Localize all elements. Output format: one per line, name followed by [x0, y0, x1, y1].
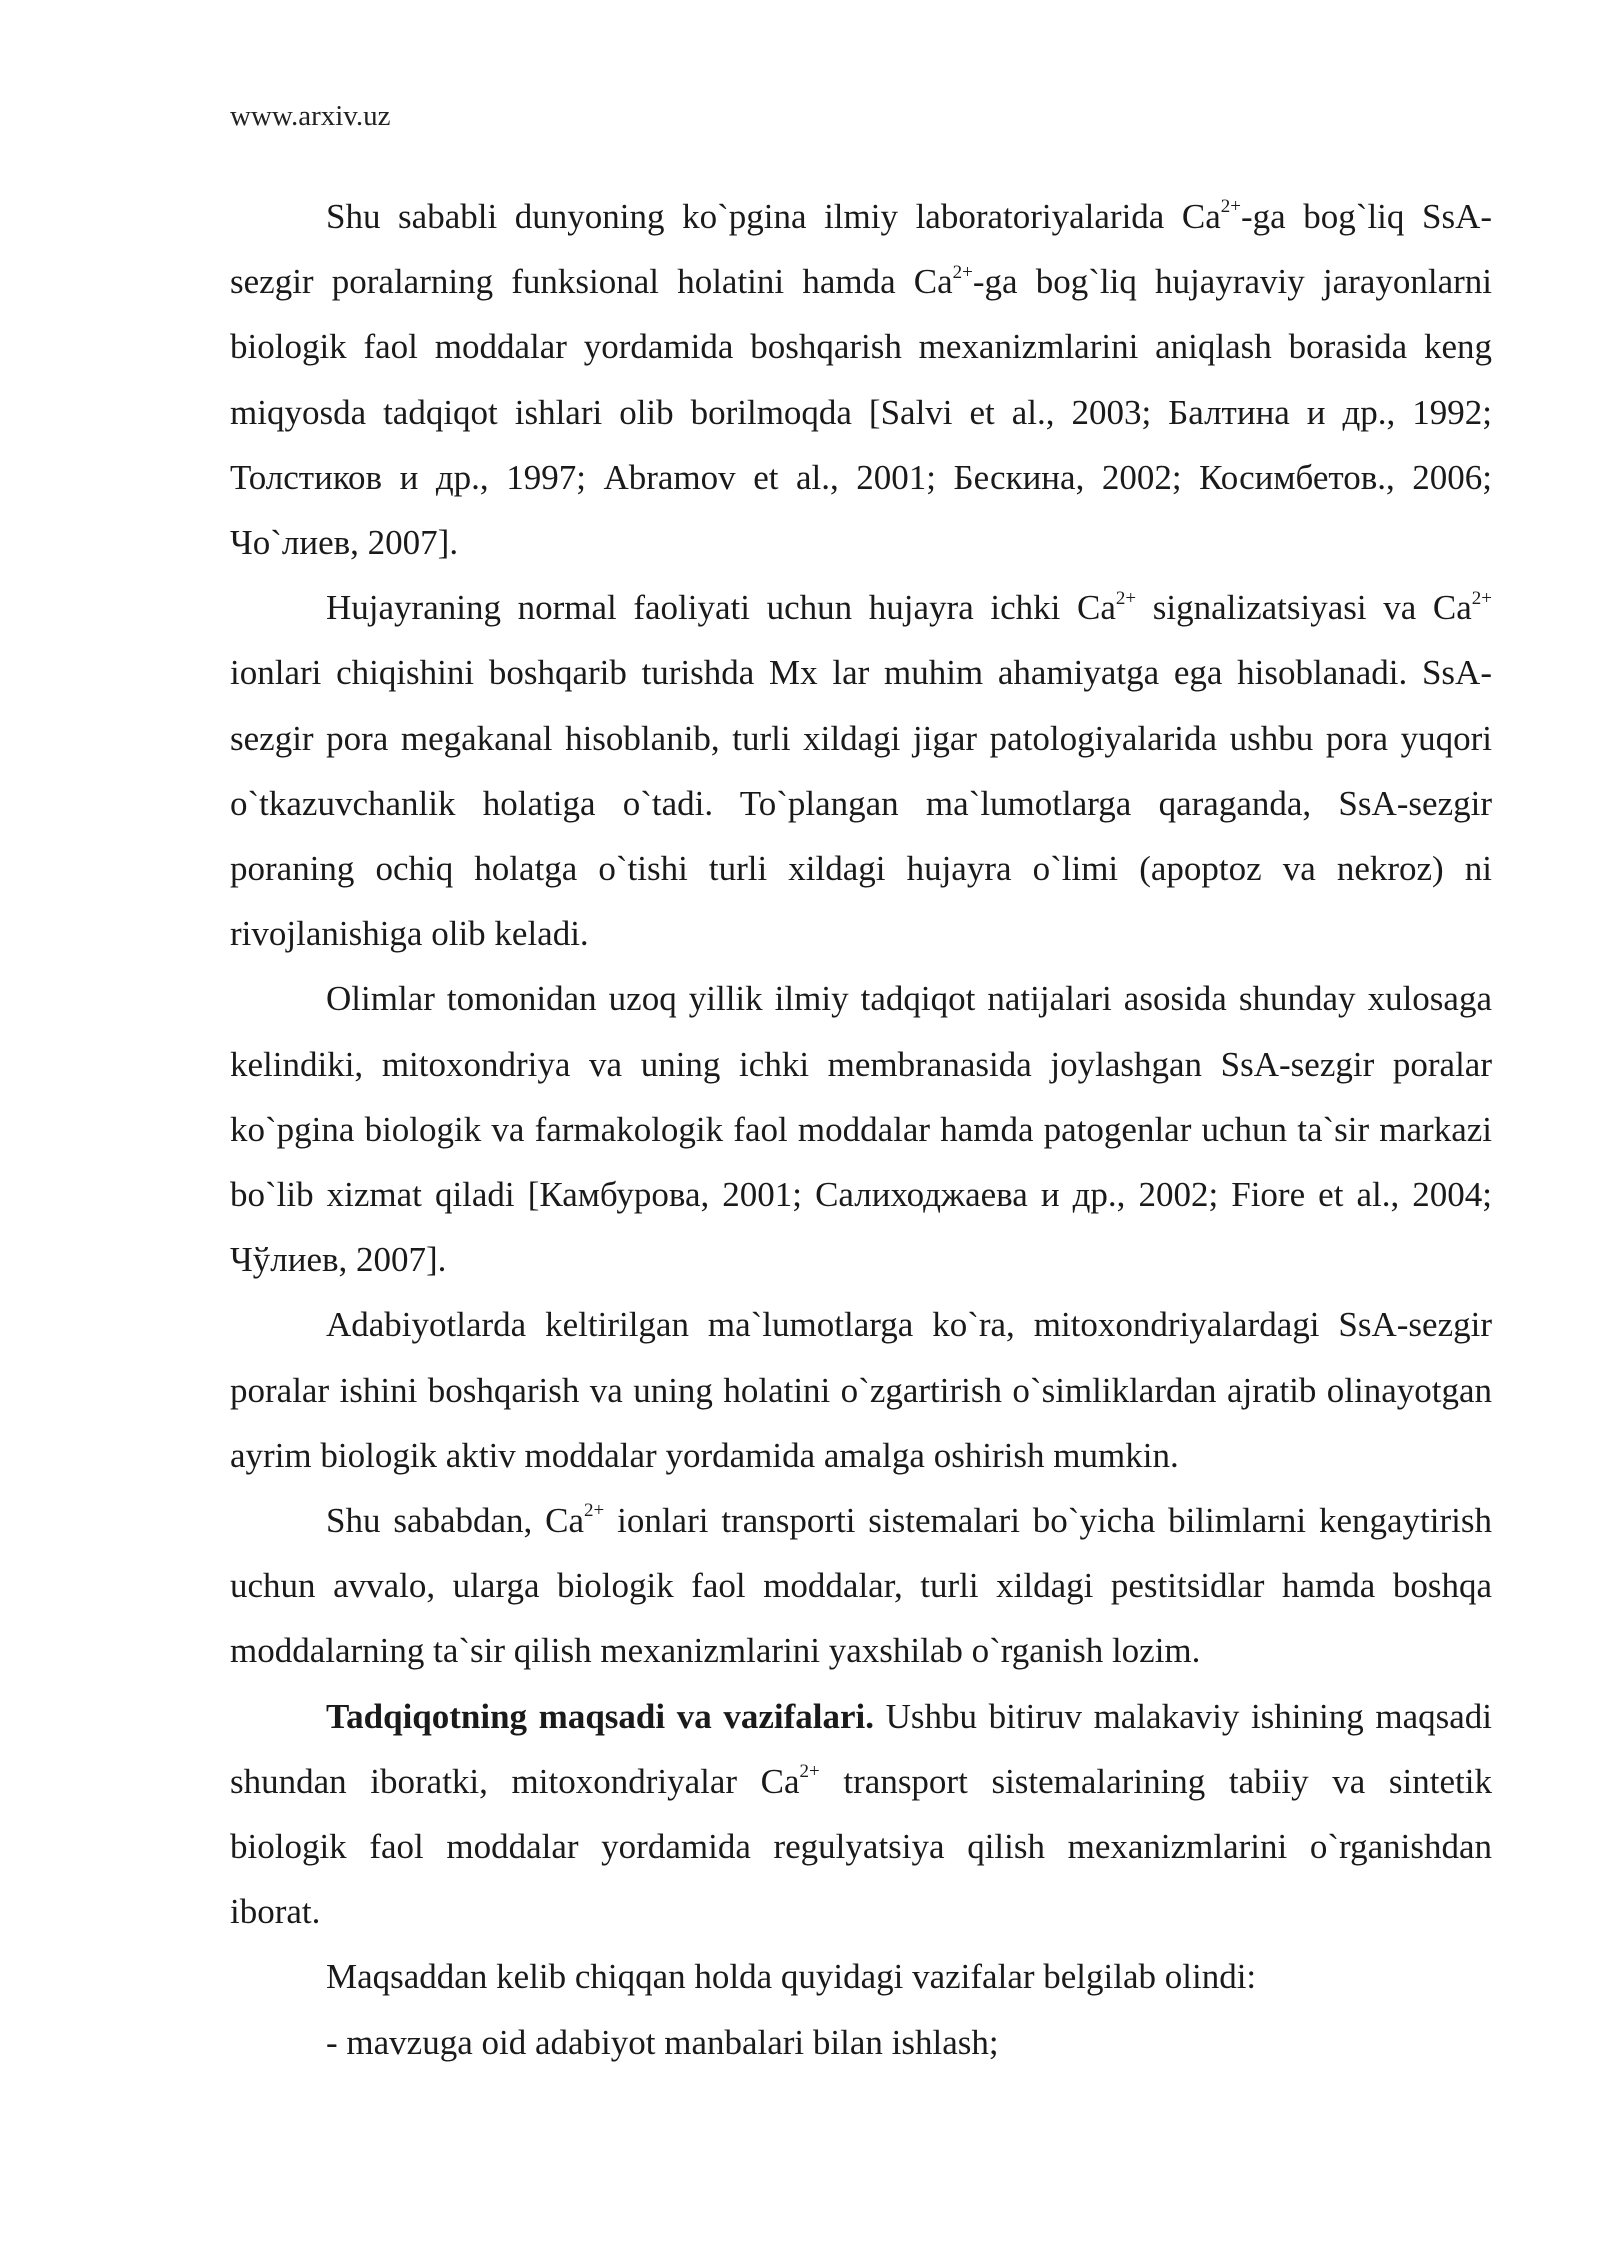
- superscript-ca-charge: 2+: [1220, 196, 1242, 218]
- paragraph-1: [230, 184, 1492, 575]
- list-item-1: - mavzuga oid adabiyot manbalari bilan ishlash;: [326, 2022, 999, 2062]
- superscript-ca-charge: 2+: [952, 261, 973, 283]
- superscript-ca-charge: 2+: [1115, 587, 1137, 609]
- paragraph-1-text-c: -ga bog`liq hujayraviy jarayonlarni biologik faol moddalar yordamida boshqarish mexanizmlarini aniqlash borasida keng miqyosda tadqiqot ishlari olib borilmoqda [Salvi et al., 2003; Балтина и др., 1992; Толстиков и др., 1997; Abramov et al., 2001; Бескина, 2002; Косимбетов., 2006; Чо`лиев, 2007].: [230, 262, 1492, 563]
- paragraph-2-text-c: ionlari chiqishini boshqarib turishda Mx lar muhim ahamiyatga ega hisoblanadi. SsA-sezgir pora megakanal hisoblanib, turli xildagi jigar patologiyalarida ushbu pora yuqori o`tkazuvchanlik holatiga o`tadi. To`plangan ma`lumotlarga qaraganda, SsA-sezgir poraning ochiq holatga o`tishi turli xildagi hujayra o`limi (apoptoz va nekroz) ni rivojlanishiga olib keladi.: [230, 653, 1492, 954]
- paragraph-1-text-a: Shu sababli dunyoning ko`pgina ilmiy laboratoriyalarida Ca: [326, 197, 1221, 236]
- site-header: www.arxiv.uz: [230, 100, 391, 132]
- paragraph-6-text-b: transport sistemalarining tabiiy va sintetik biologik faol moddalar yordamida regulyatsiya qilish mexanizmlarini o`rganishdan iborat.: [230, 1761, 1492, 1932]
- document-body: [230, 184, 1492, 2075]
- section-heading-goals: Tadqiqotning maqsadi va vazifalari.: [326, 1696, 874, 1736]
- superscript-ca-charge: 2+: [584, 1500, 605, 1522]
- superscript-ca-charge: 2+: [799, 1761, 820, 1783]
- paragraph-2: [230, 575, 1492, 966]
- paragraph-6-text-a: Ushbu bitiruv malakaviy ishining maqsadi shundan iboratki, mitoxondriyalar Ca: [230, 1696, 1493, 1801]
- paragraph-3: Olimlar tomonidan uzoq yillik ilmiy tadqiqot natijalari asosida shunday xulosaga kelindiki, mitoxondriya va uning ichki membranasida joylashgan SsA-sezgir poralar ko`pgina biologik va farmakologik faol moddalar hamda patogenlar uchun ta`sir markazi bo`lib xizmat qiladi [Камбурова, 2001; Салиходжаева и др., 2002; Fiore et al., 2004; Чўлиев, 2007].: [230, 979, 1492, 1280]
- superscript-ca-charge: 2+: [1471, 587, 1492, 609]
- paragraph-4: Adabiyotlarda keltirilgan ma`lumotlarga ko`ra, mitoxondriyalardagi SsA-sezgir poralar ishini boshqarish va uning holatini o`zgartirish o`simliklardan ajratib olinayotgan ayrim biologik aktiv moddalar yordamida amalga oshirish mumkin.: [230, 1305, 1492, 1475]
- paragraph-5-text-a: Shu sababdan, Ca: [326, 1501, 585, 1541]
- paragraph-5: [230, 1488, 1492, 1684]
- paragraph-2-text-a: Hujayraning normal faoliyati uchun hujayra ichki Ca: [326, 588, 1116, 628]
- paragraph-5-text-b: ionlari transporti sistemalari bo`yicha bilimlarni kengaytirish uchun avvalo, ularga biologik faol moddalar, turli xildagi pestitsidlar hamda boshqa moddalarning ta`sir qilish mexanizmlarini yaxshilab o`rganish lozim.: [230, 1501, 1492, 1671]
- paragraph-7: Maqsaddan kelib chiqqan holda quyidagi vazifalar belgilab olindi:: [326, 1957, 1257, 1997]
- paragraph-1-text-b: -ga bog`liq SsA-sezgir poralarning funksional holatini hamda Ca: [230, 197, 1492, 302]
- paragraph-6: [230, 1684, 1492, 1945]
- paragraph-2-text-b: signalizatsiyasi va Ca: [1136, 588, 1472, 628]
